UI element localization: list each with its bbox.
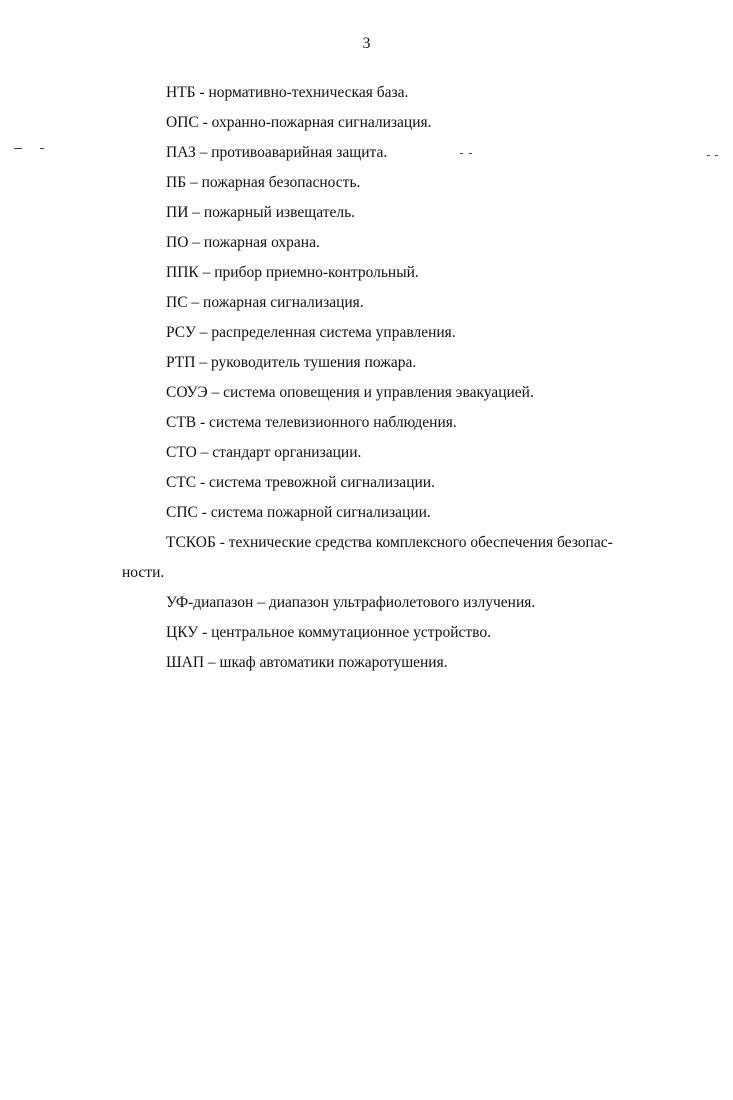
abbreviation-text: РТП – руководитель тушения пожара.	[166, 354, 417, 371]
abbreviation-text: УФ-диапазон – диапазон ультрафиолетового излучения.	[166, 594, 536, 611]
abbreviation-item	[166, 258, 696, 288]
abbreviation-text: ШАП – шкаф автоматики пожаротушения.	[166, 654, 448, 671]
abbreviation-item	[166, 348, 696, 378]
abbreviation-item	[166, 498, 696, 528]
abbreviation-item	[166, 468, 696, 498]
abbreviation-text: ЦКУ - центральное коммутационное устройство.	[166, 624, 492, 641]
abbreviation-text: СПС - система пожарной сигнализации.	[166, 504, 431, 521]
abbreviation-text: СТВ - система телевизионного наблюдения.	[166, 414, 457, 431]
abbreviation-text: СТС - система тревожной сигнализации.	[166, 474, 435, 491]
abbreviation-item	[166, 168, 696, 198]
abbreviation-text: СТО – стандарт организации.	[166, 444, 362, 461]
abbreviation-item	[166, 408, 696, 438]
abbreviation-item	[166, 618, 696, 648]
abbreviation-text: ПБ – пожарная безопасность.	[166, 174, 361, 191]
abbreviation-text: ПИ – пожарный извещатель.	[166, 204, 356, 221]
abbreviation-item	[166, 378, 696, 408]
abbreviation-text: НТБ - нормативно-техническая база.	[166, 84, 409, 101]
abbreviation-text: ПО – пожарная охрана.	[166, 234, 320, 251]
abbreviation-item	[166, 138, 696, 168]
abbreviation-text: ТСКОБ - технические средства комплексного обеспечения безопас-	[166, 534, 613, 551]
page-number: 3	[362, 35, 371, 52]
scan-speck	[14, 148, 22, 149]
scan-speck	[707, 155, 710, 156]
abbreviation-item	[166, 588, 696, 618]
scan-speck	[715, 155, 718, 156]
abbreviation-item	[166, 288, 696, 318]
abbreviation-item	[166, 438, 696, 468]
abbreviation-text: РСУ – распределенная система управления.	[166, 324, 456, 341]
abbreviation-list	[122, 78, 696, 678]
scan-speck	[40, 148, 44, 149]
abbreviation-text: СОУЭ – система оповещения и управления эвакуацией.	[166, 384, 534, 401]
abbreviation-continuation: ности.	[122, 564, 165, 581]
abbreviation-item	[166, 228, 696, 258]
abbreviation-item	[166, 108, 696, 138]
abbreviation-item	[166, 648, 696, 678]
abbreviation-item	[122, 528, 696, 588]
abbreviation-text: ПС – пожарная сигнализация.	[166, 294, 364, 311]
abbreviation-item	[166, 318, 696, 348]
abbreviation-text: ППК – прибор приемно-контрольный.	[166, 264, 419, 281]
abbreviation-text: ОПС - охранно-пожарная сигнализация.	[166, 114, 432, 131]
abbreviation-text: ПАЗ – противоаварийная защита.	[166, 144, 388, 161]
abbreviation-item	[166, 78, 696, 108]
abbreviation-item	[166, 198, 696, 228]
